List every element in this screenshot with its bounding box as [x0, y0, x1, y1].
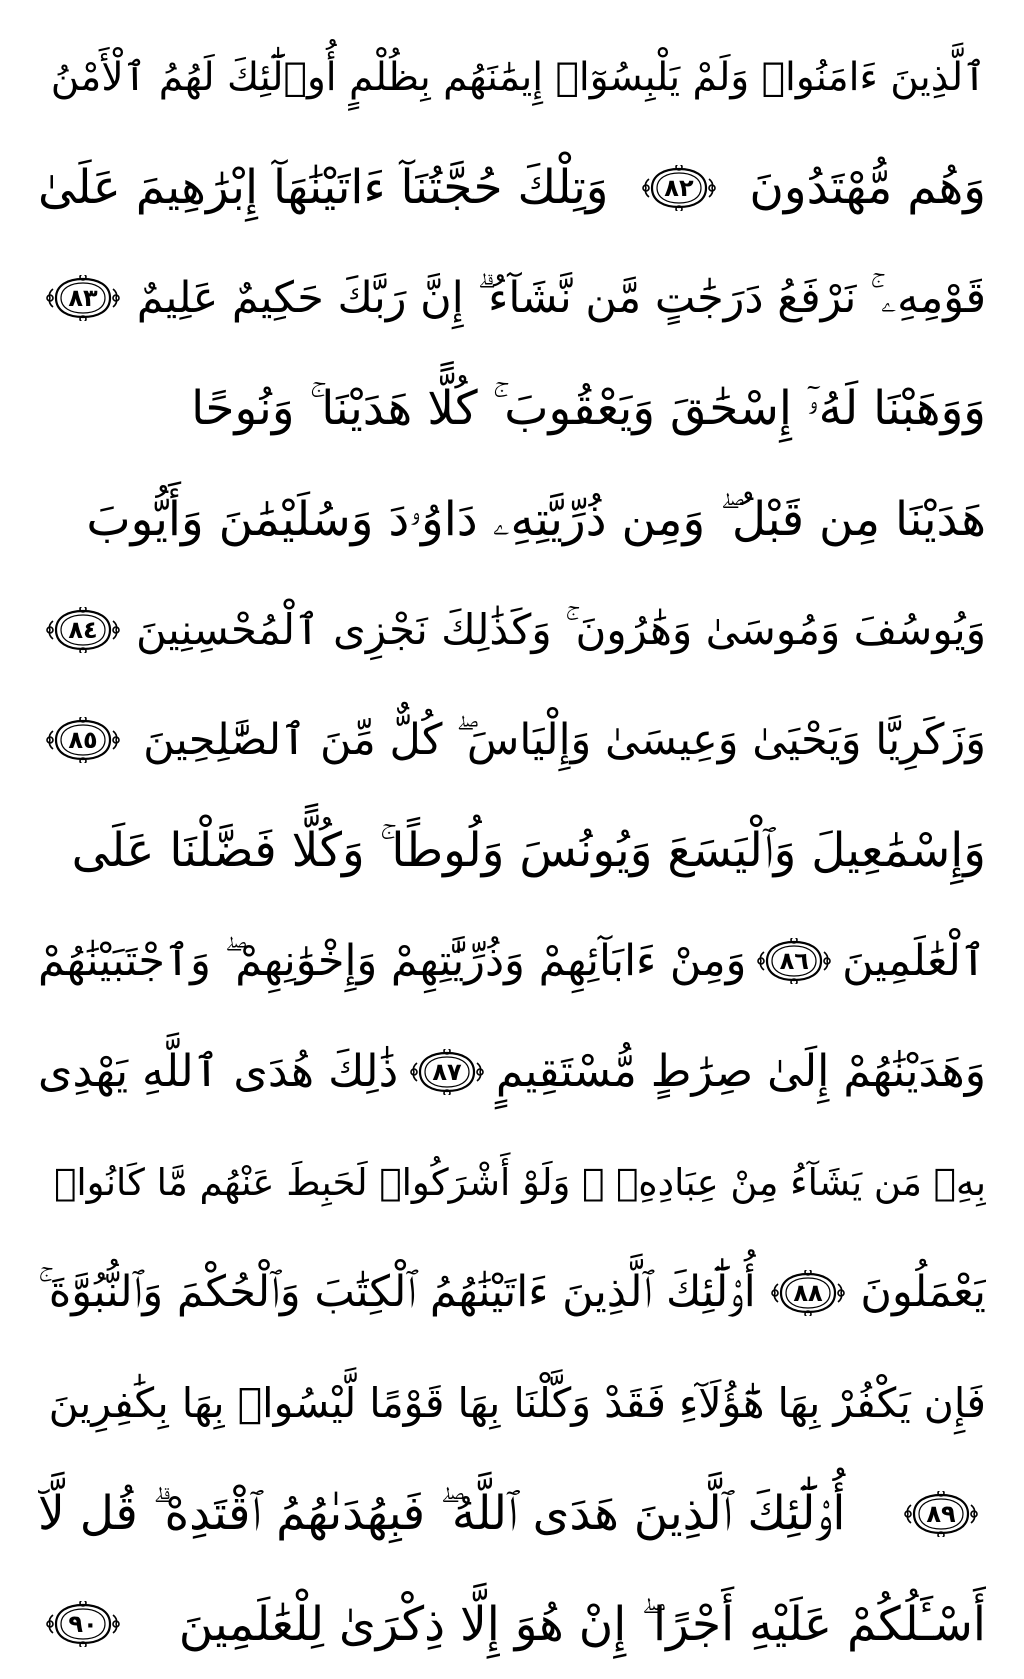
verse-text: ذَٰلِكَ هُدَى ٱللَّهِ يَهْدِى: [38, 1045, 399, 1097]
ayah-number-marker: [44, 275, 122, 321]
verse-line: [38, 1569, 986, 1679]
ayah-number-marker: [902, 1491, 980, 1537]
ayah-number-marker: [769, 1270, 847, 1316]
verse-text: وَتِلْكَ حُجَّتُنَآ ءَاتَيْنَٰهَآ إِبْرَٰهِيمَ عَلَىٰ: [38, 160, 609, 215]
verse-text: أُو۟لَٰٓئِكَ ٱلَّذِينَ هَدَى ٱللَّهُ ۖ فَبِهُدَىٰهُمُ ٱقْتَدِهْ ۗ قُل لَّآ: [38, 1486, 846, 1541]
verse-line: [38, 133, 986, 243]
ayah-number: ٨٦: [779, 947, 809, 975]
verse-text: ٱلَّذِينَ ءَامَنُوا۟ وَلَمْ يَلْبِسُوٓا۟ إِيمَٰنَهُم بِظُلْمٍ أُو۟لَٰٓئِكَ لَهُمُ ٱلْأَمْنُ: [50, 54, 986, 100]
ayah-number-marker: [408, 1049, 486, 1095]
verse-line: [38, 22, 986, 132]
verse-line: [38, 685, 986, 795]
verse-text: وَهَدَيْنَٰهُمْ إِلَىٰ صِرَٰطٍ مُّسْتَقِيمٍ: [495, 1045, 986, 1097]
ayah-number: ٩٠: [68, 1610, 98, 1638]
verse-line: [38, 1459, 986, 1569]
verse-line: [38, 575, 986, 685]
verse-text: وَوَهَبْنَا لَهُۥٓ إِسْحَٰقَ وَيَعْقُوبَ ۚ كُلًّا هَدَيْنَا ۚ وَنُوحًا: [191, 381, 986, 436]
verse-line: [38, 354, 986, 464]
verse-text: يَعْمَلُونَ: [860, 1267, 986, 1317]
verse-text: وَهُم مُّهْتَدُونَ: [749, 160, 986, 215]
ayah-number: ٨٤: [68, 615, 98, 644]
ayah-number: ٨٨: [793, 1278, 823, 1307]
ayah-number: ٨٥: [68, 726, 98, 754]
verse-text: وَإِسْمَٰعِيلَ وَٱلْيَسَعَ وَيُونُسَ وَلُوطًا ۚ وَكُلًّا فَضَّلْنَا عَلَى: [71, 823, 986, 878]
verse-text: وَزَكَرِيَّا وَيَحْيَىٰ وَعِيسَىٰ وَإِلْيَاسَ ۖ كُلٌّ مِّنَ ٱلصَّٰلِحِينَ: [143, 714, 986, 765]
verse-text: ٱلْعَٰلَمِينَ: [842, 935, 986, 986]
ayah-number: ٨٣: [68, 284, 98, 312]
verse-line: [38, 1238, 986, 1348]
verse-line: [38, 1348, 986, 1458]
ayah-number-marker: [44, 717, 122, 763]
ayah-number: ٨٧: [432, 1057, 462, 1086]
verse-line: [38, 464, 986, 574]
ayah-number: ٨٢: [664, 173, 694, 202]
verse-line: [38, 1127, 986, 1237]
verse-text: بِهِۦ مَن يَشَآءُ مِنْ عِبَادِهِۦ ۚ وَلَوْ أَشْرَكُوا۟ لَحَبِطَ عَنْهُم مَّا كَانُوا۟: [54, 1160, 986, 1204]
verse-line: [38, 906, 986, 1016]
ayah-number-marker: [44, 607, 122, 653]
verse-text: أُو۟لَٰٓئِكَ ٱلَّذِينَ ءَاتَيْنَٰهُمُ ٱلْكِتَٰبَ وَٱلْحُكْمَ وَٱلنُّبُوَّةَ ۚ: [38, 1267, 756, 1317]
verse-text: فَإِن يَكْفُرْ بِهَا هَٰٓؤُلَآءِ فَقَدْ وَكَّلْنَا بِهَا قَوْمًا لَّيْسُوا۟ بِهَا بِكَٰفِرِينَ: [48, 1378, 986, 1427]
verse-line: [38, 243, 986, 353]
verse-text: وَمِنْ ءَابَآئِهِمْ وَذُرِّيَّٰتِهِمْ وَإِخْوَٰنِهِمْ ۖ وَٱجْتَبَيْنَٰهُمْ: [38, 935, 747, 986]
ayah-number-marker: [640, 165, 718, 211]
verse-line: [38, 796, 986, 906]
verse-text: قَوْمِهِۦ ۚ نَرْفَعُ دَرَجَٰتٍ مَّن نَّشَآءُ ۗ إِنَّ رَبَّكَ حَكِيمٌ عَلِيمٌ: [136, 272, 986, 323]
ayah-number-marker: [755, 938, 833, 984]
verse-text: هَدَيْنَا مِن قَبْلُ ۖ وَمِن ذُرِّيَّتِهِۦ دَاوُۥدَ وَسُلَيْمَٰنَ وَأَيُّوبَ: [86, 491, 986, 547]
verse-text: أَسْـَٔلُكُمْ عَلَيْهِ أَجْرًا ۖ إِنْ هُوَ إِلَّا ذِكْرَىٰ لِلْعَٰلَمِينَ: [178, 1596, 986, 1652]
verse-lines: [38, 0, 986, 1656]
ayah-number-marker: [44, 1601, 122, 1647]
verse-line: [38, 1017, 986, 1127]
verse-text: وَيُوسُفَ وَمُوسَىٰ وَهَٰرُونَ ۚ وَكَذَٰلِكَ نَجْزِى ٱلْمُحْسِنِينَ: [136, 604, 986, 654]
ayah-number: ٨٩: [926, 1499, 956, 1528]
